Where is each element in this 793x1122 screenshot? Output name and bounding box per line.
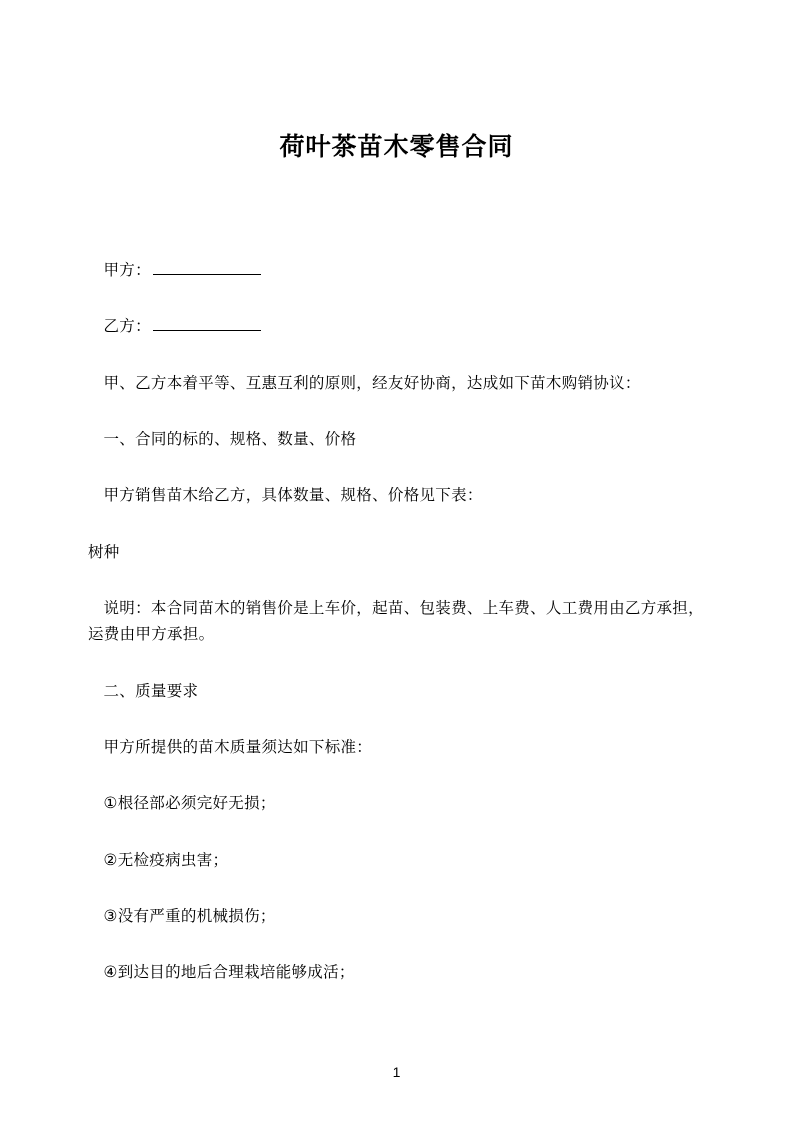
paragraph-section-one-heading: 一、合同的标的、规格、数量、价格 [103,431,357,449]
paragraph-quality-item-2: ②无检疫病虫害； [103,851,229,869]
page-title: 荷叶茶苗木零售合同 [279,133,514,161]
paragraph-quality-item-4: ④到达目的地后合理栽培能够成活； [103,964,355,982]
paragraph-agreement-intro: 甲、乙方本着平等、互惠互利的原则，经友好协商，达成如下苗木购销协议： [103,374,641,392]
paragraph-price-note: 说明：本合同苗木的销售价是上车价，起苗、包装费、上车费、人工费用由乙方承担，运费由甲方承担。 [88,600,704,644]
paragraph-section-two-heading: 二、质量要求 [103,682,199,700]
paragraph-species-label: 树种 [88,543,120,561]
party-a-label: 甲方： [103,262,151,279]
document-body [0,258,793,987]
party-b-label: 乙方： [103,318,151,336]
party-b-input[interactable] [153,316,261,331]
paragraph-quality-intro: 甲方所提供的苗木质量须达如下标准： [103,739,373,757]
page-number: 1 [392,1064,401,1080]
party-a-field-row [88,258,705,284]
paragraph-quality-item-3: ③没有严重的机械损伤； [103,908,276,926]
paragraph-sale-detail: 甲方销售苗木给乙方，具体数量、规格、价格见下表： [103,487,483,505]
party-a-input[interactable] [153,260,261,275]
party-b-field-row [88,314,705,340]
paragraph-quality-item-1: ①根径部必须完好无损； [103,795,276,813]
